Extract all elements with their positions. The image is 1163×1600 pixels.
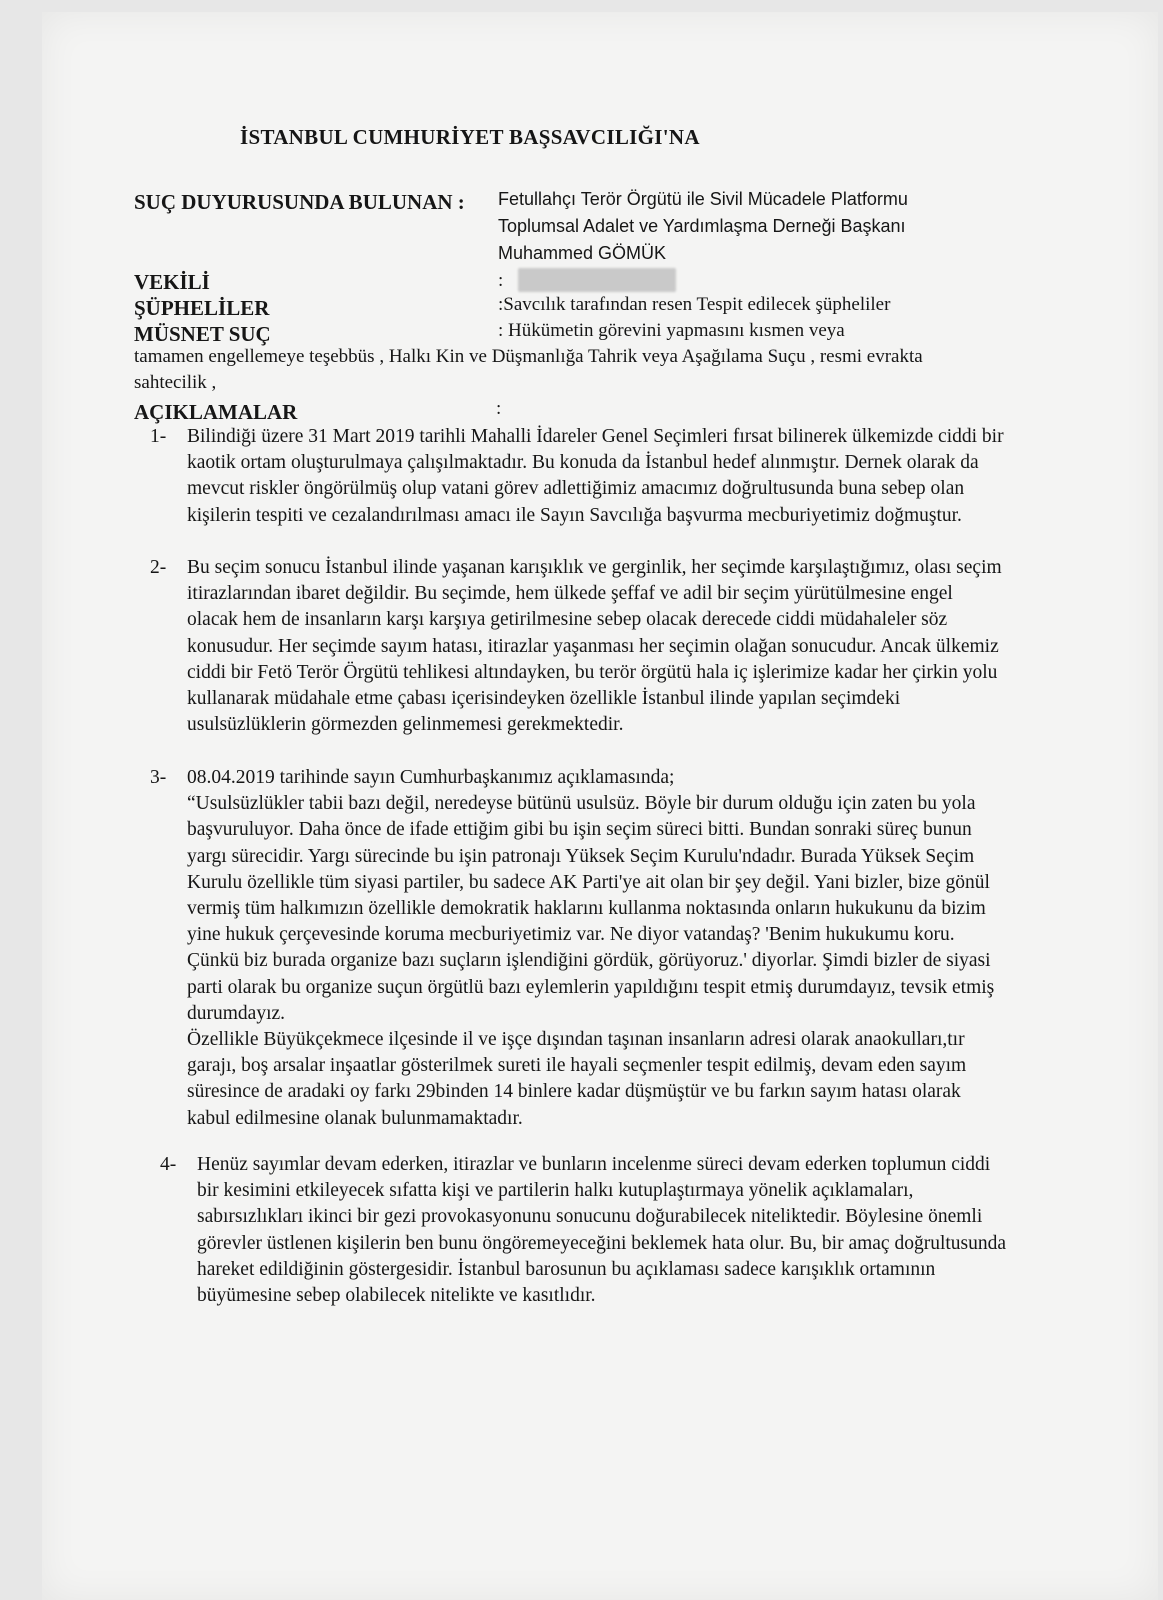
item-paragraph: Özellikle Büyükçekmece ilçesinde il ve işçe dışından taşınan insanların adresi olarak anaokulları,tır garajı, boş arsalar inşaatlar gösterilmek sureti ile hayali seçmenler tespit edilmiş, devam eden sayım süresince de aradaki oy farkı 29binden 14 binlere kadar düşmüştür ve bu farkın sayım hatası olarak kabul edilmesine olanak bulunmamaktadır. bbox=[187, 1029, 967, 1129]
item-paragraph: Bu seçim sonucu İstanbul ilinde yaşanan karışıklık ve gerginlik, her seçimde karşılaştığımız, olası seçim itirazlarından ibaret değildir. Bu seçimde, hem ülkede şeffaf ve adil bir seçim yürütülmesine engel olacak hem de insanların karşı karşıya getirilmesine sebep olacak derecede ciddi müdahaleler söz konusudur. Her seçimde sayım hatası, itirazlar yaşanması her seçimin olağan sonucudur. Ancak ülkemiz ciddi bir Fetö Terör Örgütü tehlikesi altındayken, bu terör örgütü hala iç işlerimize kadar her çirkin yolu kullanarak müdahale etme çabası içerisindeyken özellikle İstanbul ilinde yapılan seçimdeki usulsüzlüklerin görmezden gelinmemesi gerekmektedir. bbox=[187, 557, 1002, 736]
explanations-colon: : bbox=[496, 398, 502, 419]
complainant-value: Fetullahçı Terör Örgütü ile Sivil Mücadele Platformu Toplumsal Adalet ve Yardımlaşma Derneği Başkanı Muhammed GÖMÜK bbox=[498, 189, 908, 263]
item-number: 4- bbox=[160, 1154, 177, 1175]
redacted-attorney-name bbox=[518, 268, 676, 292]
item-paragraph: Henüz sayımlar devam ederken, itirazlar ve bunların incelenme süreci devam ederken toplumun ciddi bir kesimini etkileyecek sıfatta kişi ve partilerin halkı kutuplaştırmaya yönelik açıklamaları, sabırsızlıkları ikinci bir gezi provokasyonunu sonucunu doğurabilecek niteliktedir. Böylesine önemli görevler üstlenen kişilerin ben bunu öngöremeyeceğini beklemek hata olur. Bu, bir amaç doğrultusunda hareket edildiğinin göstergesidir. İstanbul barosunun bu açıklaması sadece karışıklık ortamının büyümesine sebep olabilecek nitelikte ve kasıtlıdır. bbox=[197, 1154, 1007, 1307]
explanations-label: AÇIKLAMALAR bbox=[134, 400, 298, 424]
item-paragraph: 08.04.2019 tarihinde sayın Cumhurbaşkanımız açıklamasında; bbox=[187, 767, 675, 788]
complainant-label: SUÇ DUYURUSUNDA BULUNAN : bbox=[134, 190, 465, 214]
document-title: İSTANBUL CUMHURİYET BAŞSAVCILIĞI'NA bbox=[240, 125, 700, 149]
attorney-label: VEKİLİ bbox=[134, 270, 210, 294]
attorney-value: : bbox=[498, 270, 504, 291]
crime-label: MÜSNET SUÇ bbox=[134, 322, 271, 346]
crime-value-first: : Hükümetin görevini yapmasını kısmen veya bbox=[498, 320, 845, 341]
item-number: 3- bbox=[150, 767, 167, 788]
item-quote: “Usulsüzlükler tabii bazı değil, neredeyse bütünü usulsüz. Böyle bir durum olduğu için zaten bu yola başvuruluyor. Daha önce de ifade ettiğim gibi bu işin seçim süreci bitti. Bundan sonraki süreç bunun yargı sürecidir. Yargı sürecinde bu işin patronajı Yüksek Seçim Kurulu'ndadır. Burada Yüksek Seçim Kurulu özellikle tüm siyasi partiler, bu sadece AK Parti'ye ait olan bir şey değil. Yani bizler, bize gönül vermiş tüm halkımızın özellikle demokratik haklarını kullanma noktasında onların hukukunu da bizim yine hukuk çerçevesinde koruma mecburiyetimiz var. Ne diyor vatandaş? 'Benim hukukumu koru. Çünkü biz burada organize bazı suçların işlendiğini gördük, görüyoruz.' diyorlar. Şimdi bizler de siyasi parti olarak bu organize suçun örgütlü bazı eylemlerin yapıldığını tespit etmiş durumdayız, tevsik etmiş durumdayız. bbox=[187, 793, 995, 1024]
item-paragraph: Bilindiği üzere 31 Mart 2019 tarihli Mahalli İdareler Genel Seçimleri fırsat bilinerek ülkemizde ciddi bir kaotik ortam oluşturulmaya çalışılmaktadır. Bu konuda da İstanbul hedef alınmıştır. Dernek olarak da mevcut riskler öngörülmüş olup vatani görev adlettiğimiz amacımız doğrultusunda buna sebep olan kişilerin tespiti ve cezalandırılması amacı ile Sayın Savcılığa başvurma mecburiyetimiz doğmuştur. bbox=[187, 426, 1004, 526]
crime-value-rest: tamamen engellemeye teşebbüs , Halkı Kin ve Düşmanlığa Tahrik veya Aşağılama Suçu , resmi evrakta sahtecilik , bbox=[134, 346, 923, 393]
suspects-label: ŞÜPHELİLER bbox=[134, 296, 270, 320]
item-number: 2- bbox=[150, 557, 167, 578]
suspects-value: :Savcılık tarafından resen Tespit edilecek şüpheliler bbox=[498, 294, 891, 315]
item-number: 1- bbox=[150, 426, 167, 447]
